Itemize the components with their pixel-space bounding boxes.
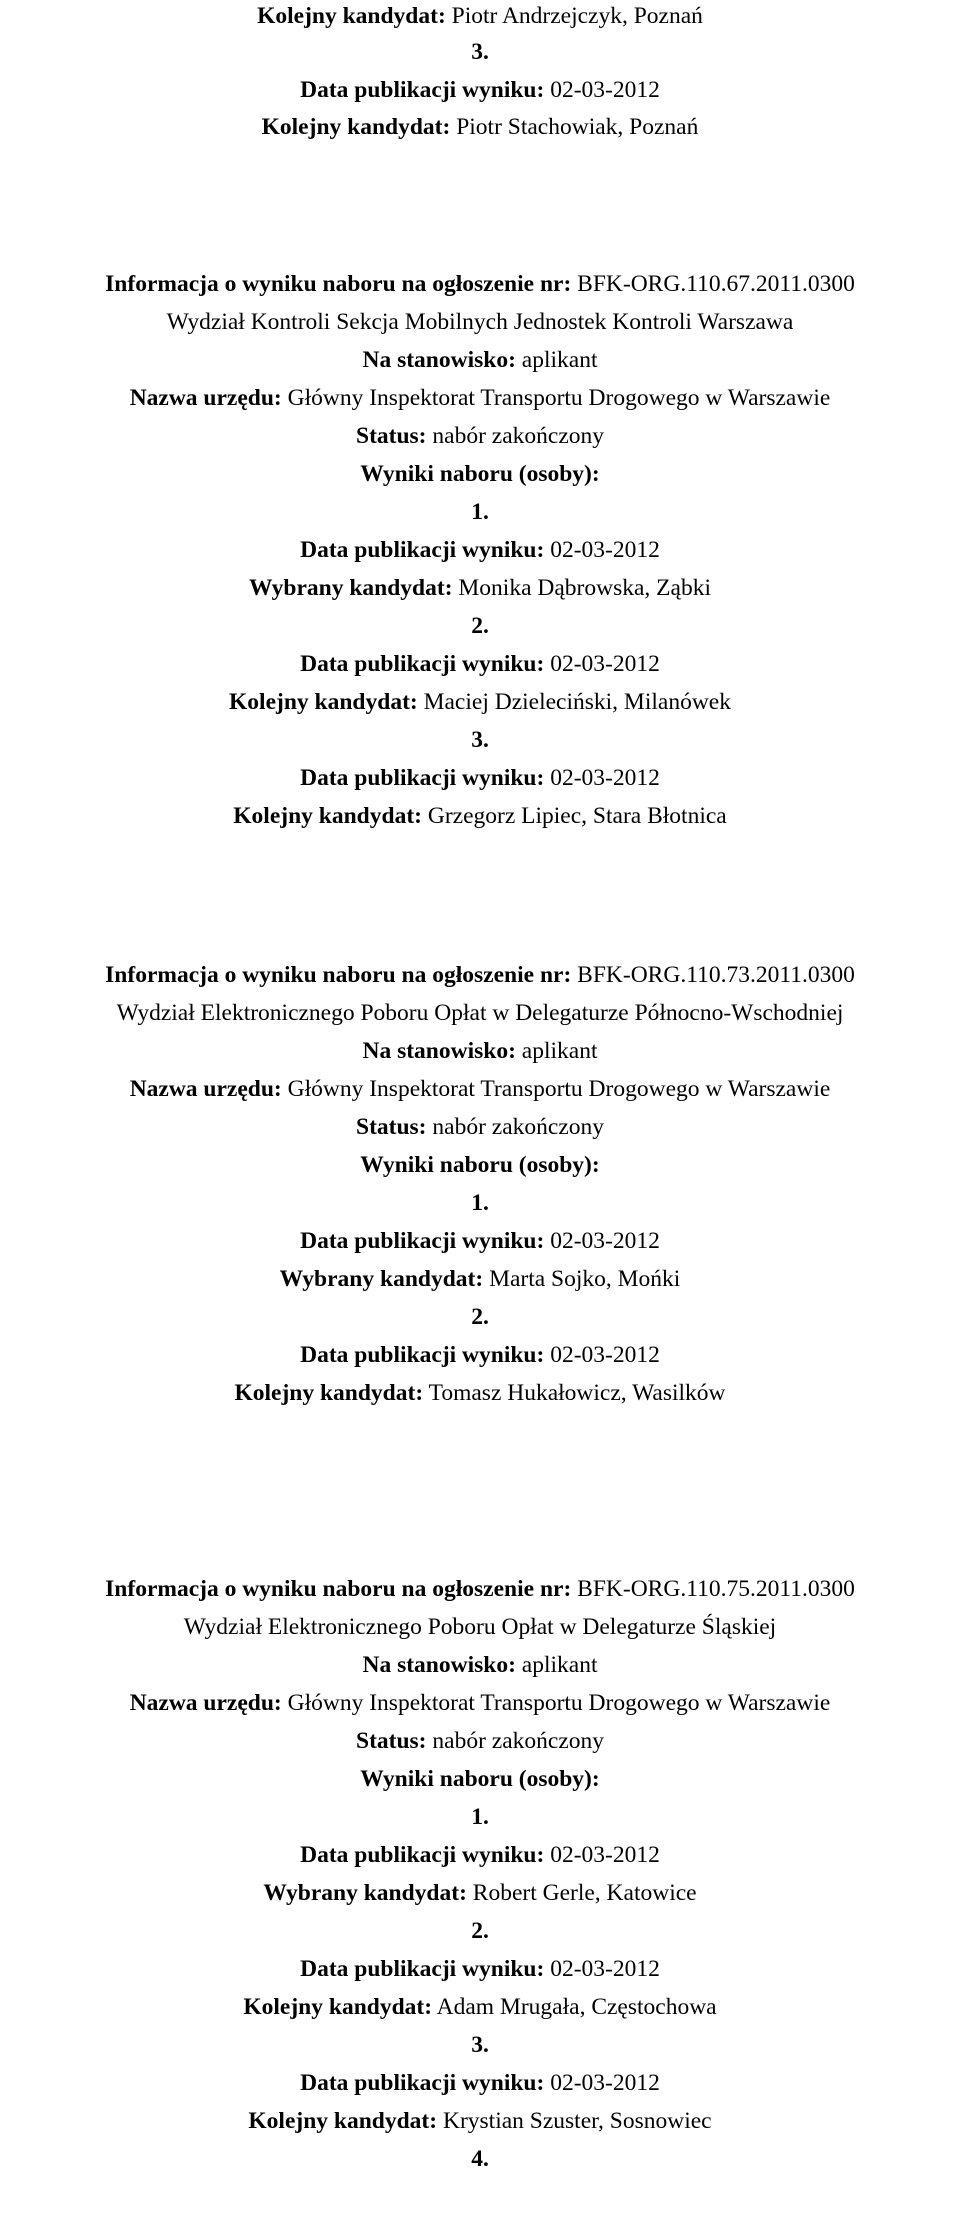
candidate-line	[0, 1879, 960, 1907]
label: Kolejny kandydat:	[234, 1380, 424, 1406]
label: Wyniki naboru (osoby):	[360, 1152, 600, 1178]
label: Na stanowisko:	[362, 1652, 516, 1678]
announcement-header	[0, 1575, 960, 1603]
value: 2.	[471, 613, 489, 639]
value: BFK-ORG.110.75.2011.0300	[577, 1576, 855, 1602]
office-line	[0, 1075, 960, 1103]
label: Informacja o wyniku naboru na ogłoszenie nr:	[105, 271, 572, 297]
value: 1.	[471, 499, 489, 525]
position-line	[0, 1651, 960, 1679]
value: 02-03-2012	[550, 651, 660, 677]
result-number	[0, 38, 960, 66]
value: 02-03-2012	[550, 1842, 660, 1868]
label: Na stanowisko:	[362, 1038, 516, 1064]
value: nabór zakończony	[432, 1114, 604, 1140]
date-line	[0, 650, 960, 678]
value: Wydział Elektronicznego Poboru Opłat w Delegaturze Północno-Wschodniej	[116, 1000, 844, 1026]
value: 02-03-2012	[550, 765, 660, 791]
value: BFK-ORG.110.67.2011.0300	[577, 271, 855, 297]
label: Status:	[356, 1114, 427, 1140]
value: 02-03-2012	[550, 1956, 660, 1982]
label: Nazwa urzędu:	[129, 1076, 282, 1102]
result-number	[0, 612, 960, 640]
label: Kolejny kandydat:	[243, 1994, 433, 2020]
label: Data publikacji wyniku:	[300, 765, 545, 791]
value: Główny Inspektorat Transportu Drogowego w Warszawie	[287, 385, 831, 411]
value: 1.	[471, 1190, 489, 1216]
announcement-header	[0, 270, 960, 298]
results-heading	[0, 460, 960, 488]
date-line	[0, 1341, 960, 1369]
value: 2.	[471, 1304, 489, 1330]
candidate-line	[0, 688, 960, 716]
status-line	[0, 1727, 960, 1755]
department-line	[0, 999, 960, 1027]
label: Na stanowisko:	[362, 347, 516, 373]
value: Krystian Szuster, Sosnowiec	[442, 2108, 712, 2134]
label: Wybrany kandydat:	[263, 1880, 467, 1906]
position-line	[0, 346, 960, 374]
candidate-line	[0, 574, 960, 602]
value: Tomasz Hukałowicz, Wasilków	[428, 1380, 726, 1406]
value: 3.	[471, 2032, 489, 2058]
label: Data publikacji wyniku:	[300, 1956, 545, 1982]
label: Kolejny kandydat:	[257, 3, 446, 29]
label: Status:	[356, 423, 427, 449]
value: Monika Dąbrowska, Ząbki	[458, 575, 711, 601]
date-line	[0, 1955, 960, 1983]
label: Data publikacji wyniku:	[300, 1842, 545, 1868]
result-number	[0, 1803, 960, 1831]
value: 02-03-2012	[550, 1228, 660, 1254]
label: Wybrany kandydat:	[279, 1266, 484, 1292]
label: Data publikacji wyniku:	[300, 2070, 545, 2096]
value: 3.	[471, 727, 489, 753]
result-number	[0, 2145, 960, 2173]
value: Piotr Andrzejczyk, Poznań	[451, 3, 703, 29]
candidate-line	[0, 802, 960, 830]
value: 3.	[471, 39, 489, 65]
value: aplikant	[521, 1652, 598, 1678]
label: Informacja o wyniku naboru na ogłoszenie nr:	[105, 962, 572, 988]
label: Data publikacji wyniku:	[300, 77, 545, 103]
label: Nazwa urzędu:	[129, 385, 282, 411]
value: Wydział Elektronicznego Poboru Opłat w Delegaturze Śląskiej	[183, 1614, 777, 1640]
position-line	[0, 1037, 960, 1065]
value: nabór zakończony	[432, 423, 604, 449]
results-heading	[0, 1765, 960, 1793]
label: Status:	[356, 1728, 427, 1754]
value: 02-03-2012	[550, 2070, 660, 2096]
label: Data publikacji wyniku:	[300, 1342, 545, 1368]
status-line	[0, 1113, 960, 1141]
label: Data publikacji wyniku:	[300, 1228, 545, 1254]
candidate-line	[0, 1379, 960, 1407]
label: Informacja o wyniku naboru na ogłoszenie nr:	[105, 1576, 572, 1602]
value: aplikant	[521, 1038, 598, 1064]
value: 1.	[471, 1804, 489, 1830]
label: Wyniki naboru (osoby):	[360, 461, 600, 487]
result-number	[0, 2031, 960, 2059]
value: 4.	[471, 2146, 489, 2172]
result-number	[0, 498, 960, 526]
label: Data publikacji wyniku:	[300, 537, 545, 563]
result-number	[0, 726, 960, 754]
value: Robert Gerle, Katowice	[472, 1880, 697, 1906]
value: 2.	[471, 1918, 489, 1944]
value: Główny Inspektorat Transportu Drogowego w Warszawie	[287, 1690, 831, 1716]
value: Wydział Kontroli Sekcja Mobilnych Jednostek Kontroli Warszawa	[166, 309, 794, 335]
label: Kolejny kandydat:	[233, 803, 422, 829]
label: Wybrany kandydat:	[249, 575, 453, 601]
status-line	[0, 422, 960, 450]
office-line	[0, 1689, 960, 1717]
candidate-line	[0, 1265, 960, 1293]
department-line	[0, 308, 960, 336]
date-line	[0, 1227, 960, 1255]
value: Marta Sojko, Mońki	[489, 1266, 681, 1292]
label: Kolejny kandydat:	[248, 2108, 438, 2134]
label: Wyniki naboru (osoby):	[360, 1766, 600, 1792]
value: 02-03-2012	[550, 77, 660, 103]
value: 02-03-2012	[550, 1342, 660, 1368]
result-number	[0, 1303, 960, 1331]
value: Maciej Dzieleciński, Milanówek	[423, 689, 731, 715]
result-number	[0, 1189, 960, 1217]
value: BFK-ORG.110.73.2011.0300	[577, 962, 855, 988]
value: 02-03-2012	[550, 537, 660, 563]
date-line	[0, 2069, 960, 2097]
results-heading	[0, 1151, 960, 1179]
label: Kolejny kandydat:	[229, 689, 418, 715]
value: Grzegorz Lipiec, Stara Błotnica	[427, 803, 727, 829]
announcement-header	[0, 961, 960, 989]
value: Piotr Stachowiak, Poznań	[456, 114, 699, 140]
date-line	[0, 764, 960, 792]
label: Data publikacji wyniku:	[300, 651, 545, 677]
office-line	[0, 384, 960, 412]
department-line	[0, 1613, 960, 1641]
value: Adam Mrugała, Częstochowa	[436, 1994, 717, 2020]
date-line	[0, 1841, 960, 1869]
label: Nazwa urzędu:	[129, 1690, 282, 1716]
date-line	[0, 76, 960, 104]
candidate-line	[0, 1993, 960, 2021]
date-line	[0, 536, 960, 564]
label: Kolejny kandydat:	[261, 114, 451, 140]
value: nabór zakończony	[432, 1728, 604, 1754]
value: aplikant	[521, 347, 598, 373]
result-number	[0, 1917, 960, 1945]
value: Główny Inspektorat Transportu Drogowego w Warszawie	[287, 1076, 831, 1102]
candidate-line	[0, 2107, 960, 2135]
candidate-line	[0, 113, 960, 141]
top-candidate-line	[0, 2, 960, 30]
